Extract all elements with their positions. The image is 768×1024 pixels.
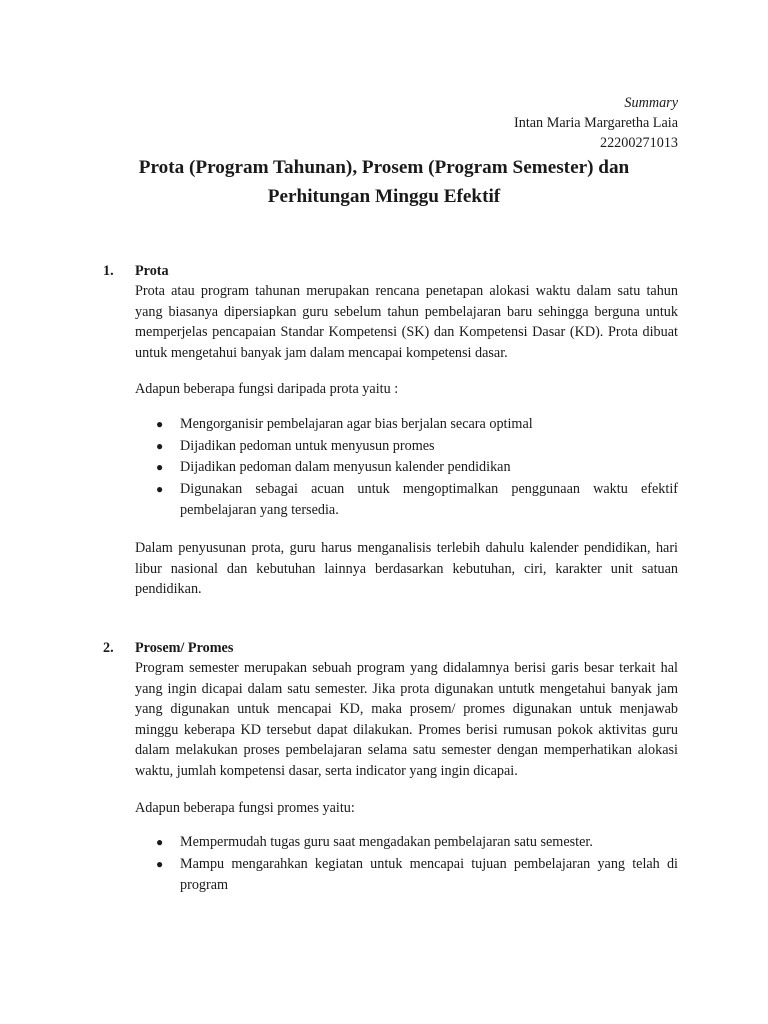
list-item: ● Mampu mengarahkan kegiatan untuk mencapai tujuan pembelajaran yang telah di program	[156, 855, 678, 894]
section-number: 2.	[103, 640, 114, 656]
list-item: ● Mempermudah tugas guru saat mengadakan pembelajaran satu semester.	[135, 832, 678, 854]
list-item: ● Dijadikan pedoman untuk menyusun promes	[135, 436, 678, 458]
bullet-icon: ●	[156, 460, 164, 475]
section-body	[135, 658, 678, 897]
bullet-icon: ●	[156, 856, 164, 871]
section-intro-paragraph: Program semester merupakan sebuah program yang didalamnya berisi garis besar terkait hal yang ingin dicapai dalam satu semester. Jika prota digunakan untutk mengetahui banyak jam yang digunakan untuk mencapai KD, maka prosem/ promes digunakan untuk menjawab minggu keberapa KD tersebut dapat dilakukan. Promes berisi rumusan pokok aktivitas guru dalam melakukan proses pembelajaran selama satu semester dengan memperhatikan alokasi waktu, jumlah kompetensi dasar, serta indicator yang ingin dicapai.	[135, 660, 678, 779]
list-item: ● Mengorganisir pembelajaran agar bias berjalan secara optimal	[135, 414, 678, 436]
header-block	[514, 93, 678, 153]
bullet-icon: ●	[156, 481, 164, 496]
list-item: ● Dijadikan pedoman dalam menyusun kalender pendidikan	[135, 457, 678, 479]
section-heading: Prosem/ Promes	[135, 640, 234, 656]
bullet-icon: ●	[156, 835, 164, 850]
summary-label: Summary	[624, 95, 678, 111]
section-number: 1.	[103, 263, 114, 279]
author-name: Intan Maria Margaretha Laia	[514, 115, 678, 131]
title-line-1: Prota (Program Tahunan), Prosem (Program Semester) dan	[138, 157, 630, 178]
section-intro-paragraph: Prota atau program tahunan merupakan rencana penetapan alokasi waktu dalam satu tahun yang biasanya dipersiapkan guru sebelum tahun pembelajaran baru sehingga berguna untuk memperjelas pencapaian Standar Kompetensi (SK) dan Kompetensi Dasar (KD). Prota dibuat untuk mengetahui banyak jam dalam mencapai kompetensi dasar.	[135, 283, 678, 361]
functions-list	[135, 414, 678, 522]
section-body	[135, 281, 678, 600]
list-item: ● Digunakan sebagai acuan untuk mengoptimalkan penggunaan waktu efektif pembelajaran yang tersedia.	[156, 480, 678, 519]
functions-intro: Adapun beberapa fungsi promes yaitu:	[135, 799, 355, 816]
student-id: 22200271013	[599, 135, 678, 151]
functions-list	[135, 832, 678, 897]
section-heading: Prota	[135, 263, 169, 279]
section-closing-paragraph: Dalam penyusunan prota, guru harus menganalisis terlebih dahulu kalender pendidikan, hari libur nasional dan kebutuhan lainnya berdasarkan kebutuhan, ciri, karakter unit satuan pendidikan.	[135, 539, 678, 598]
functions-intro: Adapun beberapa fungsi daripada prota yaitu :	[135, 381, 399, 398]
document-title	[0, 153, 768, 211]
title-line-2: Perhitungan Minggu Efektif	[267, 186, 501, 207]
bullet-icon: ●	[156, 416, 164, 431]
bullet-icon: ●	[156, 438, 164, 453]
